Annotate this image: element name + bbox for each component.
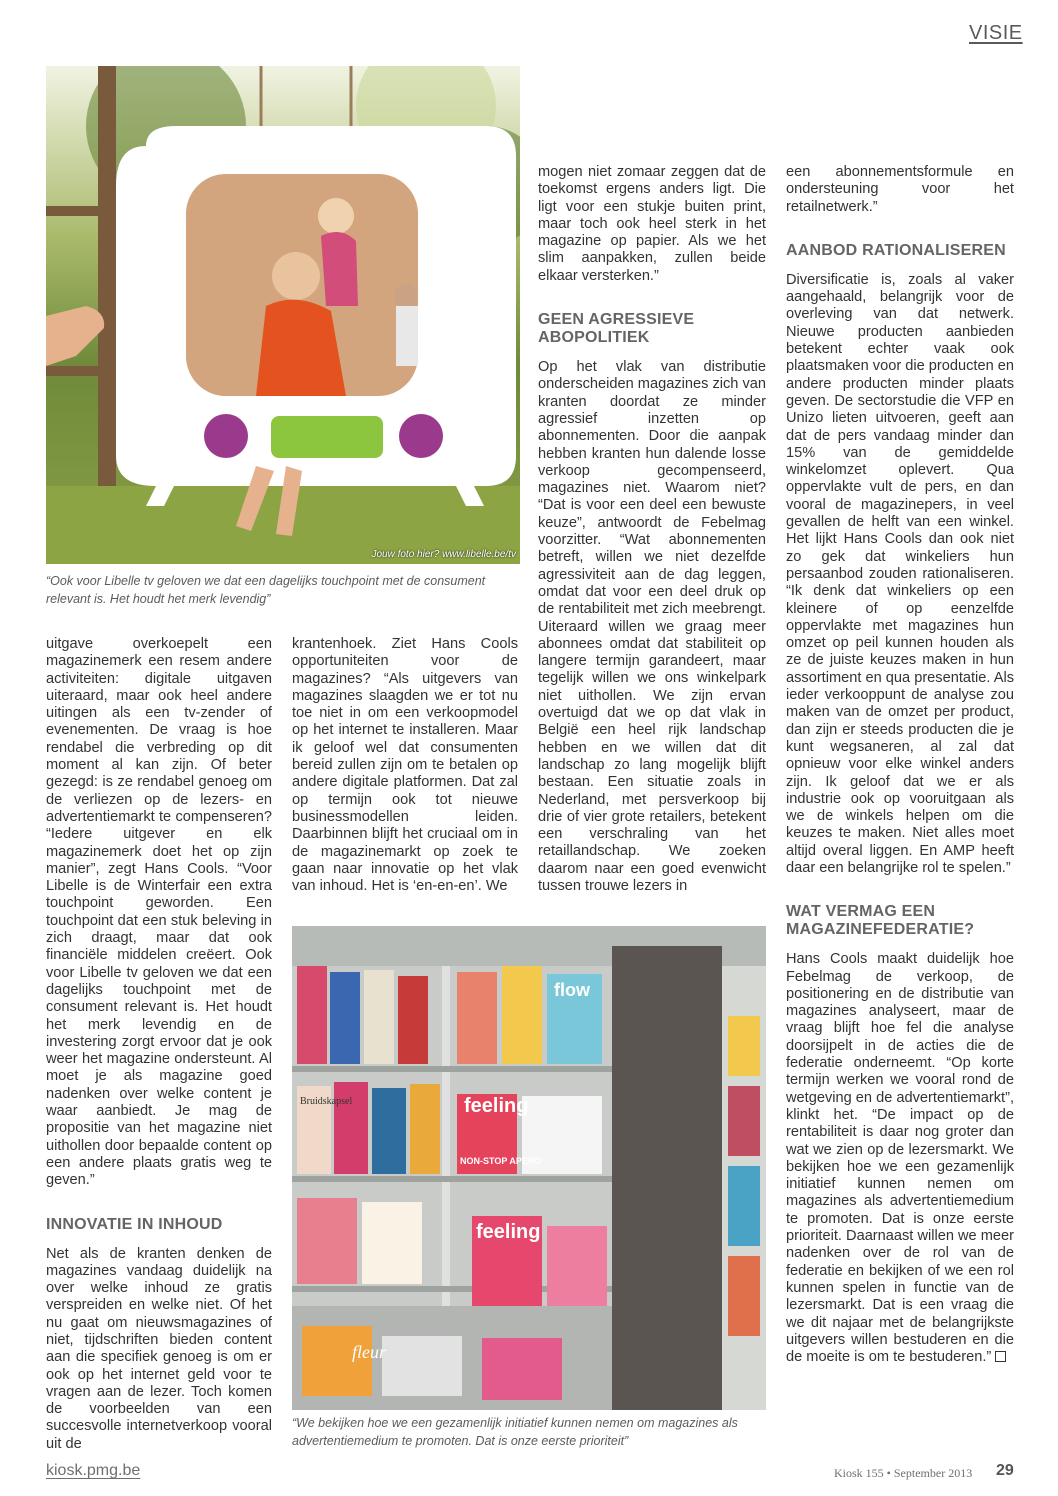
magazine-title-bruid: Bruidskapsel: [300, 1096, 353, 1107]
paragraph-text: Hans Cools maakt duidelijk hoe Febelmag de verkoop, de positionering en de distributie van magazines analyseert, maar de vraag blijft hoe fel die analyse doorsijpelt in de acties die de federatie onderneemt. “Op korte termijn werken we vooral rond de wetgeving en de advertentiemarkt”, klinkt het. “De impact op de rentabiliteit is daar nog groter dan wat we zien op de lezersmarkt. We bekijken hoe we een gezamenlijk initiatief kunnen nemen om magazines als advertentiemedium te promoten. Dat is onze eerste prioriteit. Daarnaast willen we meer nadenken over de rol van de federatie en bekijken of we een rol kunnen spelen in functie van de lezersmarkt. Dat is een vraag die we dit najaar met de belangrijkste uitgevers willen bestuderen en die de moeite is om te bestuderen.”: [786, 951, 1014, 1366]
paragraph: een abonnementsformule en ondersteuning voor het retailnetwerk.”: [786, 164, 1014, 215]
photo-caption-2: “We bekijken hoe we een gezamenlijk initiatief kunnen nemen om magazines als advertentiemedium te promoten. Dat is onze eerste prioriteit”: [292, 1416, 738, 1448]
magazine-title-flow: flow: [554, 980, 590, 1000]
paragraph-final: [786, 951, 1014, 1366]
photo-caption-1: “Ook voor Libelle tv geloven we dat een dagelijks touchpoint met de consument relevant is. Het houdt het merk levendig”: [46, 574, 486, 606]
photo-magazine-rack: [292, 926, 766, 1410]
end-mark-icon: [995, 1351, 1006, 1362]
column-2: [292, 636, 518, 895]
paragraph: uitgave overkoepelt een magazinemerk een resem andere activiteiten: digitale uitgaven uiteraard, maar ook heel andere uitingen als een tv-zender of evenementen. De vraag is hoe rendabel die verbreding op dit moment al kan zijn. Of beter gezegd: is ze rendabel genoeg om de verliezen op de lezers- en advertentiemarkt te compenseren? “Iedere uitgever en elk magazinemerk doet het op zijn manier”, zegt Hans Cools. “Voor Libelle is de Winterfair een extra touchpoint geworden. Een touchpoint dat een stuk beleving in zich draagt, maar dat ook financiële middelen creëert. Ook voor Libelle tv geloven we dat een dagelijks touchpoint met de consument relevant is. Het houdt het merk levendig en de investering zorgt ervoor dat je ook weer het magazine ondersteunt. Al moet je als magazine goed nadenken over welke content je waar aanbiedt. Je mag de propositie van het magazine niet uithollen door bepaalde content op een andere plaats gratis weg te geven.”: [46, 636, 272, 1189]
section-label: VISIE: [969, 22, 1023, 44]
paragraph: Op het vlak van distributie onderscheiden magazines zich van kranten doordat ze minder agressief inzetten op abonnementen. Door die aanpak hebben kranten hun dalende losse verkoop gecompenseerd, magazines niet. Waarom niet? “Dat is voor een deel een bewuste keuze”, antwoordt de Febelmag voorzitter. “Wat abonnementen betreft, willen we niet dezelfde agressiviteit aan de dag leggen, omdat dat voor een deel druk op de rentabiliteit met zich meebrengt. Uiteraard willen we graag meer abonnees omdat dat stabiliteit op langere termijn garandeert, maar tegelijk willen we ons winkelpark niet uithollen. We zijn ervan overtuigd dat we op dat vlak in België een heel rijk landschap hebben en we willen dat dit landschap zo lang mogelijk blijft bestaan. Een situatie zoals in Nederland, met persverkoop bij drie of vier grote retailers, betekent een verschraling van het retaillandschap. We zoeken daarom naar een goed evenwicht tussen trouwe lezers in: [538, 359, 766, 894]
magazine-title-nonstop: NON-STOP APERO: [460, 1156, 542, 1166]
paragraph: Diversificatie is, zoals al vaker aangehaald, belangrijk voor de overleving van dat netwerk. Nieuwe producten aanbieden betekent echter vaak ook plaatsmaken voor die producten en andere producten minder plaats geven. De sectorstudie die VFP en Unizo lieten uitvoeren, geeft aan dat de pers vandaag minder dan 15% van de gemiddelde winkelomzet oplevert. Qua oppervlakte vult de pers, en dan vooral de magazinepers, in veel gevallen de helft van een winkel. Het lijkt Hans Cools dan ook niet zo gek dat winkeliers hun persaanbod zouden rationaliseren. “Ik denk dat winkeliers op een kleinere of op eenzelfde oppervlakte met magazines hun omzet op peil kunnen houden als ze de juiste keuzes maken in hun assortiment en qua presentatie. Als ieder verkooppunt de analyse zou maken van de omzet per product, dan zijn er steeds producten die je kunt wegsaneren, al zal dat opnieuw voor elke winkel anders zijn. Ik geloof dat we er als industrie ook op vooruitgaan als we de winkels helpen om die keuzes te maken. Niet alles moet altijd overal liggen. En AMP heeft daar een belangrijke rol te spelen.”: [786, 271, 1014, 876]
paragraph: Net als de kranten denken de magazines vandaag duidelijk na over welke inhoud ze gratis verspreiden en welke niet. Of het nu gaat om nieuwsmagazines of niet, tijdschriften bieden content aan die specifiek genoeg is om er ook op het internet geld voor te vragen aan de lezer. Toch komen de voorbeelden van een succesvolle internetverkoop vooral uit de: [46, 1245, 272, 1452]
subheading-aanbod: AANBOD RATIONALISEREN: [786, 241, 1006, 259]
footer-website-link[interactable]: kiosk.pmg.be: [46, 1462, 141, 1479]
paragraph: mogen niet zomaar zeggen dat de toekomst ergens anders ligt. Die ligt voor een stukje buiten print, maar toch ook heel sterk in het magazine op papier. Als we het slim aanpakken, zullen beide elkaar versterken.”: [538, 164, 766, 284]
photo-credit: Jouw foto hier? www.libelle.be/tv: [371, 549, 516, 560]
paragraph: krantenhoek. Ziet Hans Cools opportuniteiten voor de magazines? “Als uitgevers van magazines slaagden we er tot nu toe niet in om een verkoopmodel op het internet te installeren. Maar ik geloof wel dat consumenten bereid zullen zijn om te betalen op andere digitale platformen. Dat zal op termijn ook tot nieuwe businessmodellen leiden. Daarbinnen blijft het cruciaal om in de magazinemarkt op zoek te gaan naar innovatie op het vlak van inhoud. Het is ‘en-en-en’. We: [292, 636, 518, 895]
libelle-tv-illustration: [46, 66, 520, 564]
magazine-title-feeling-2: feeling: [476, 1221, 541, 1243]
subheading-innovatie: INNOVATIE IN INHOUD: [46, 1215, 223, 1233]
subheading-abopolitiek: GEEN AGRESSIEVE ABOPOLITIEK: [538, 311, 695, 347]
photo-libelle-tv: [46, 66, 520, 564]
magazine-rack-illustration: [292, 926, 766, 1410]
page-number: 29: [996, 1462, 1014, 1479]
magazine-title-feeling: feeling: [464, 1095, 529, 1117]
footer-issue-info: Kiosk 155 • September 2013: [834, 1466, 973, 1480]
column-1: [46, 636, 272, 1453]
magazine-title-fleur: fleur: [352, 1342, 386, 1362]
subheading-federatie: WAT VERMAG EEN MAGAZINEFEDERATIE?: [786, 903, 975, 939]
column-3: [538, 164, 766, 895]
column-4: [786, 164, 1014, 1366]
